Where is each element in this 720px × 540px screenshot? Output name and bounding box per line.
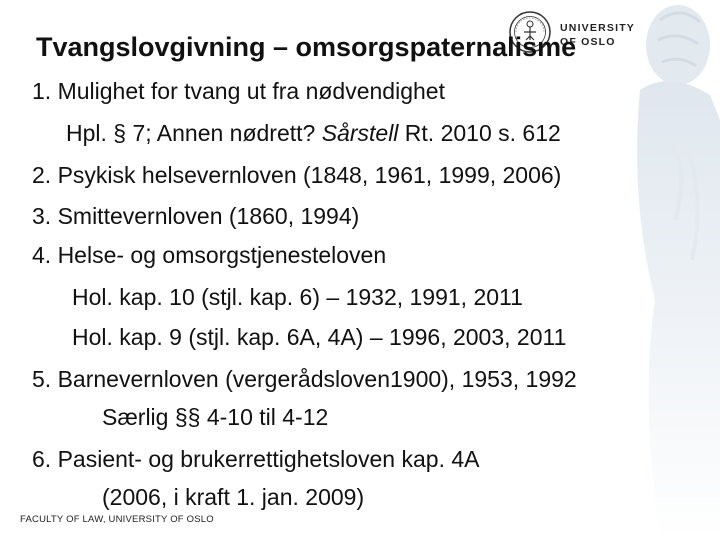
list-item: 2. Psykisk helsevernloven (1848, 1961, 1999, 2006): [32, 162, 562, 188]
list-item: [66, 119, 561, 147]
logo-text-of-oslo: OF OSLO: [560, 36, 616, 48]
list-item-text: Hpl. § 7; Annen nødrett?: [66, 120, 322, 146]
list-item: 4. Helse- og omsorgstjenesteloven: [32, 242, 387, 268]
statue-image: [600, 0, 720, 540]
list-item: Hol. kap. 10 (stjl. kap. 6) – 1932, 1991, 2011: [72, 284, 523, 310]
list-item: 1. Mulighet for tvang ut fra nødvendighet: [32, 78, 445, 104]
list-item: 5. Barnevernloven (vergerådsloven1900), 1953, 1992: [32, 366, 577, 392]
list-item: 3. Smittevernloven (1860, 1994): [32, 203, 360, 229]
list-item: 6. Pasient- og brukerrettighetsloven kap. 4A: [32, 446, 480, 472]
case-name: Sårstell: [321, 120, 399, 146]
list-item: Hol. kap. 9 (stjl. kap. 6A, 4A) – 1996, 2003, 2011: [72, 324, 567, 350]
slide-title: Tvangslovgivning – omsorgspaternalisme: [36, 32, 577, 62]
list-item-text: Rt. 2010 s. 612: [398, 120, 561, 146]
logo-text-university: UNIVERSITY: [560, 22, 636, 34]
list-item: Særlig §§ 4-10 til 4-12: [102, 404, 329, 430]
list-item: (2006, i kraft 1. jan. 2009): [102, 484, 365, 510]
footer-text: FACULTY OF LAW, UNIVERSITY OF OSLO: [20, 514, 214, 525]
